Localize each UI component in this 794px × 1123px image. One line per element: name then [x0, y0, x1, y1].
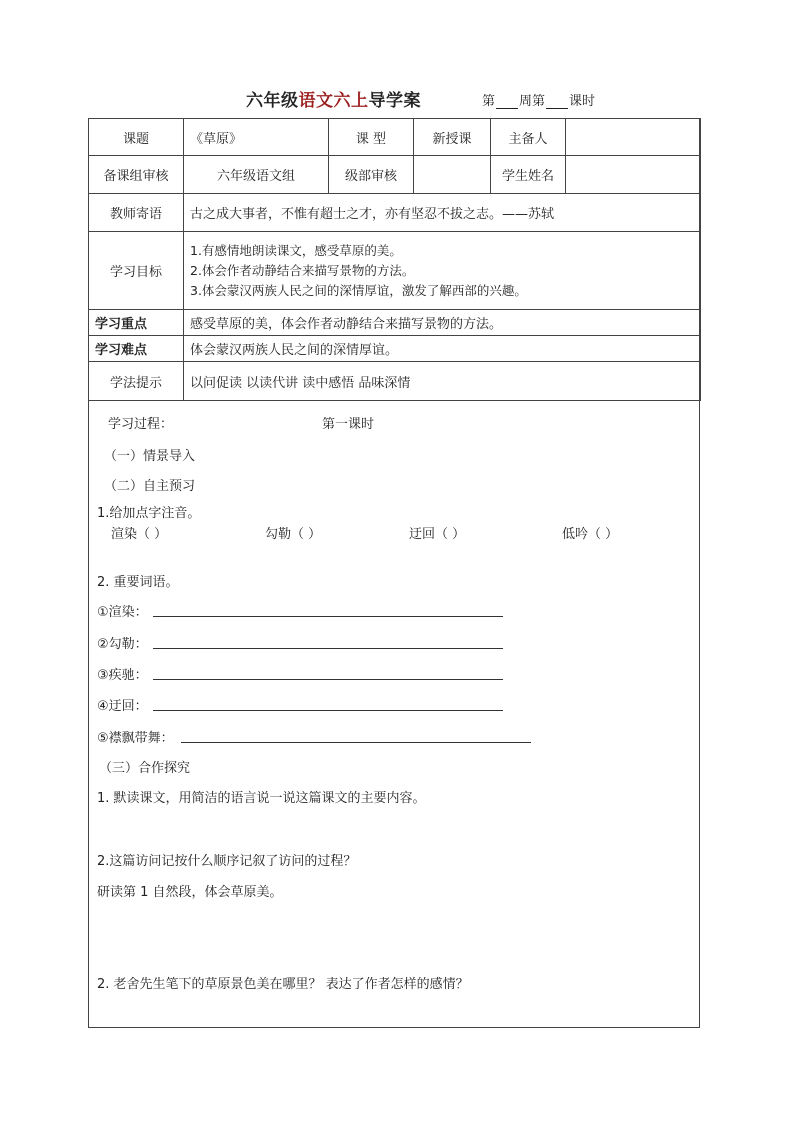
explore-question-2: 2.这篇访问记按什么顺序记叙了访问的过程？ [97, 854, 357, 869]
preparer-value[interactable] [566, 119, 701, 156]
table-row [89, 336, 701, 362]
focus-value: 感受草原的美，体会作者动静结合来描写景物的方法。 [184, 310, 701, 336]
page-title [246, 86, 421, 111]
week-middle: 周第 [519, 94, 546, 109]
vocab-term: ①渲染： [97, 605, 148, 620]
goals-label: 学习目标 [89, 232, 184, 310]
student-name-value[interactable] [566, 156, 701, 194]
section-explore: （三）合作探究 [99, 761, 191, 776]
group-review-label: 备课组审核 [89, 156, 184, 194]
vocab-term: ④迂回： [97, 699, 148, 714]
pinyin-item[interactable]: 低吟（ ） [562, 527, 619, 542]
topic-value: 《草原》 [184, 119, 329, 156]
table-row [89, 156, 701, 194]
explore-question-1: 1. 默读课文，用简洁的语言说一说这篇课文的主要内容。 [97, 791, 426, 806]
student-name-label: 学生姓名 [491, 156, 566, 194]
lesson-info-table [88, 118, 701, 401]
worksheet [88, 118, 700, 1028]
dept-review-label: 级部审核 [329, 156, 414, 194]
answer-line[interactable] [181, 742, 531, 743]
answer-line[interactable] [153, 710, 503, 711]
week-blank[interactable] [496, 95, 518, 109]
explore-subtask: 研读第 1 自然段，体会草原美。 [97, 885, 283, 900]
pinyin-item[interactable]: 勾勒（ ） [265, 527, 322, 542]
lesson-type-value: 新授课 [414, 119, 491, 156]
title-subject: 语文六上 [298, 91, 369, 111]
table-row [89, 362, 701, 401]
goals-list [184, 232, 701, 310]
topic-label: 课题 [89, 119, 184, 156]
lesson-blank[interactable] [546, 95, 568, 109]
explore-question-3: 2. 老舍先生笔下的草原景色美在哪里？ 表达了作者怎样的感情？ [97, 977, 469, 992]
title-doc-type: 导学案 [368, 91, 421, 111]
vocab-term: ②勾勒： [97, 637, 148, 652]
table-row [89, 232, 701, 310]
group-review-value: 六年级语文组 [184, 156, 329, 194]
lesson-type-label: 课 型 [329, 119, 414, 156]
goal-item: 3.体会蒙汉两族人民之间的深情厚谊，激发了解西部的兴趣。 [190, 282, 527, 298]
answer-line[interactable] [153, 679, 503, 680]
week-lesson-info [482, 90, 595, 109]
table-row [89, 194, 701, 232]
difficulty-label: 学习难点 [89, 336, 184, 362]
title-grade: 六年级 [246, 91, 299, 111]
goal-item: 1.有感情地朗读课文，感受草原的美。 [190, 242, 402, 258]
teacher-message-label: 教师寄语 [89, 194, 184, 232]
method-label: 学法提示 [89, 362, 184, 401]
lesson-number: 第一课时 [322, 417, 375, 432]
table-row [89, 310, 701, 336]
dept-review-value[interactable] [414, 156, 491, 194]
vocab-term: ⑤襟飘带舞： [97, 731, 174, 746]
process-label: 学习过程： [108, 417, 174, 432]
vocab-term: ③疾驰： [97, 668, 148, 683]
goal-item: 2.体会作者动静结合来描写景物的方法。 [190, 262, 415, 278]
teacher-message-value: 古之成大事者，不惟有超士之才，亦有坚忍不拔之志。——苏轼 [184, 194, 701, 232]
answer-line[interactable] [153, 616, 503, 617]
focus-label: 学习重点 [89, 310, 184, 336]
week-prefix: 第 [482, 94, 496, 109]
question-pinyin: 1.给加点字注音。 [97, 506, 201, 521]
pinyin-item[interactable]: 渲染（ ） [111, 527, 168, 542]
preparer-label: 主备人 [491, 119, 566, 156]
section-intro: （一）情景导入 [104, 449, 196, 464]
section-preview: （二）自主预习 [104, 479, 196, 494]
method-value: 以问促读 以读代讲 读中感悟 品味深情 [184, 362, 701, 401]
difficulty-value: 体会蒙汉两族人民之间的深情厚谊。 [184, 336, 701, 362]
answer-line[interactable] [153, 648, 503, 649]
table-row [89, 119, 701, 156]
week-suffix: 课时 [569, 94, 596, 109]
pinyin-item[interactable]: 迂回（ ） [409, 527, 466, 542]
page-header [0, 86, 794, 112]
question-vocab: 2. 重要词语。 [97, 575, 179, 590]
